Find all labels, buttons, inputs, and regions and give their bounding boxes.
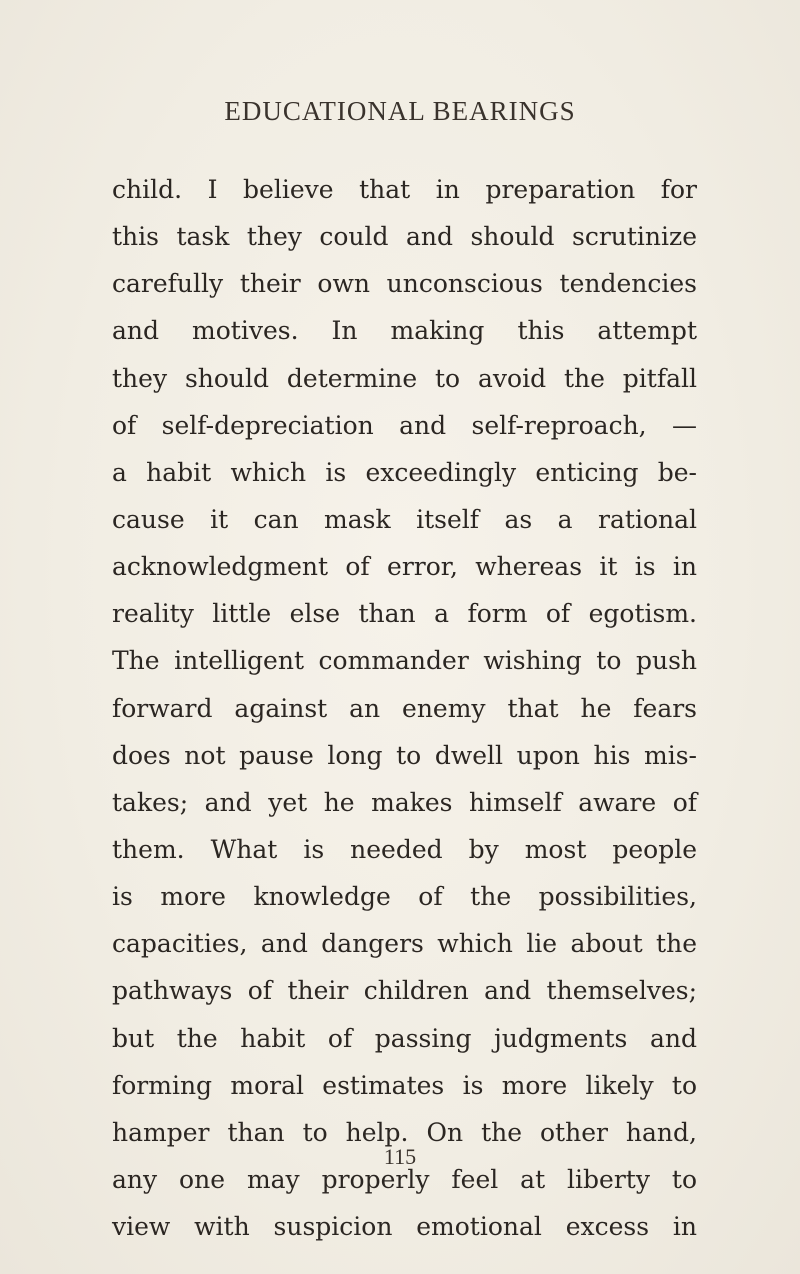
text-line: acknowledgment of error, whereas it is in [112,552,697,582]
text-line: forming moral estimates is more likely to [112,1070,697,1100]
text-line: them. What is needed by most people [112,834,697,864]
text-line: a habit which is exceedingly enticing be- [112,457,697,487]
text-line: they should determine to avoid the pitfall [112,363,697,393]
text-line: this task they could and should scrutinize [112,222,697,252]
text-line: carefully their own unconscious tendencies [112,269,697,299]
text-line: hamper than to help. On the other hand, [112,1117,697,1147]
text-line: any one may properly feel at liberty to [112,1164,697,1194]
text-line: view with suspicion emotional excess in [112,1212,697,1242]
text-line: is more knowledge of the possibilities, [112,882,697,912]
text-line: and motives. In making this attempt [112,316,697,346]
text-line: but the habit of passing judgments and [112,1023,697,1053]
text-line: The intelligent commander wishing to push [112,646,697,676]
text-line: takes; and yet he makes himself aware of [112,787,697,817]
text-line: child. I believe that in preparation for [112,175,697,204]
text-line: forward against an enemy that he fears [112,693,697,723]
text-line: pathways of their children and themselves; [112,976,697,1006]
running-head: EDUCATIONAL BEARINGS [224,96,576,126]
text-line: reality little else than a form of egotism. [112,599,697,629]
page-number: 115 [383,1144,417,1169]
text-line: capacities, and dangers which lie about the [112,929,697,959]
body-text [112,166,697,1250]
text-line: does not pause long to dwell upon his mis- [112,740,697,770]
text-line: of self-depreciation and self-reproach, — [112,410,697,440]
text-line: cause it can mask itself as a rational [112,504,697,534]
